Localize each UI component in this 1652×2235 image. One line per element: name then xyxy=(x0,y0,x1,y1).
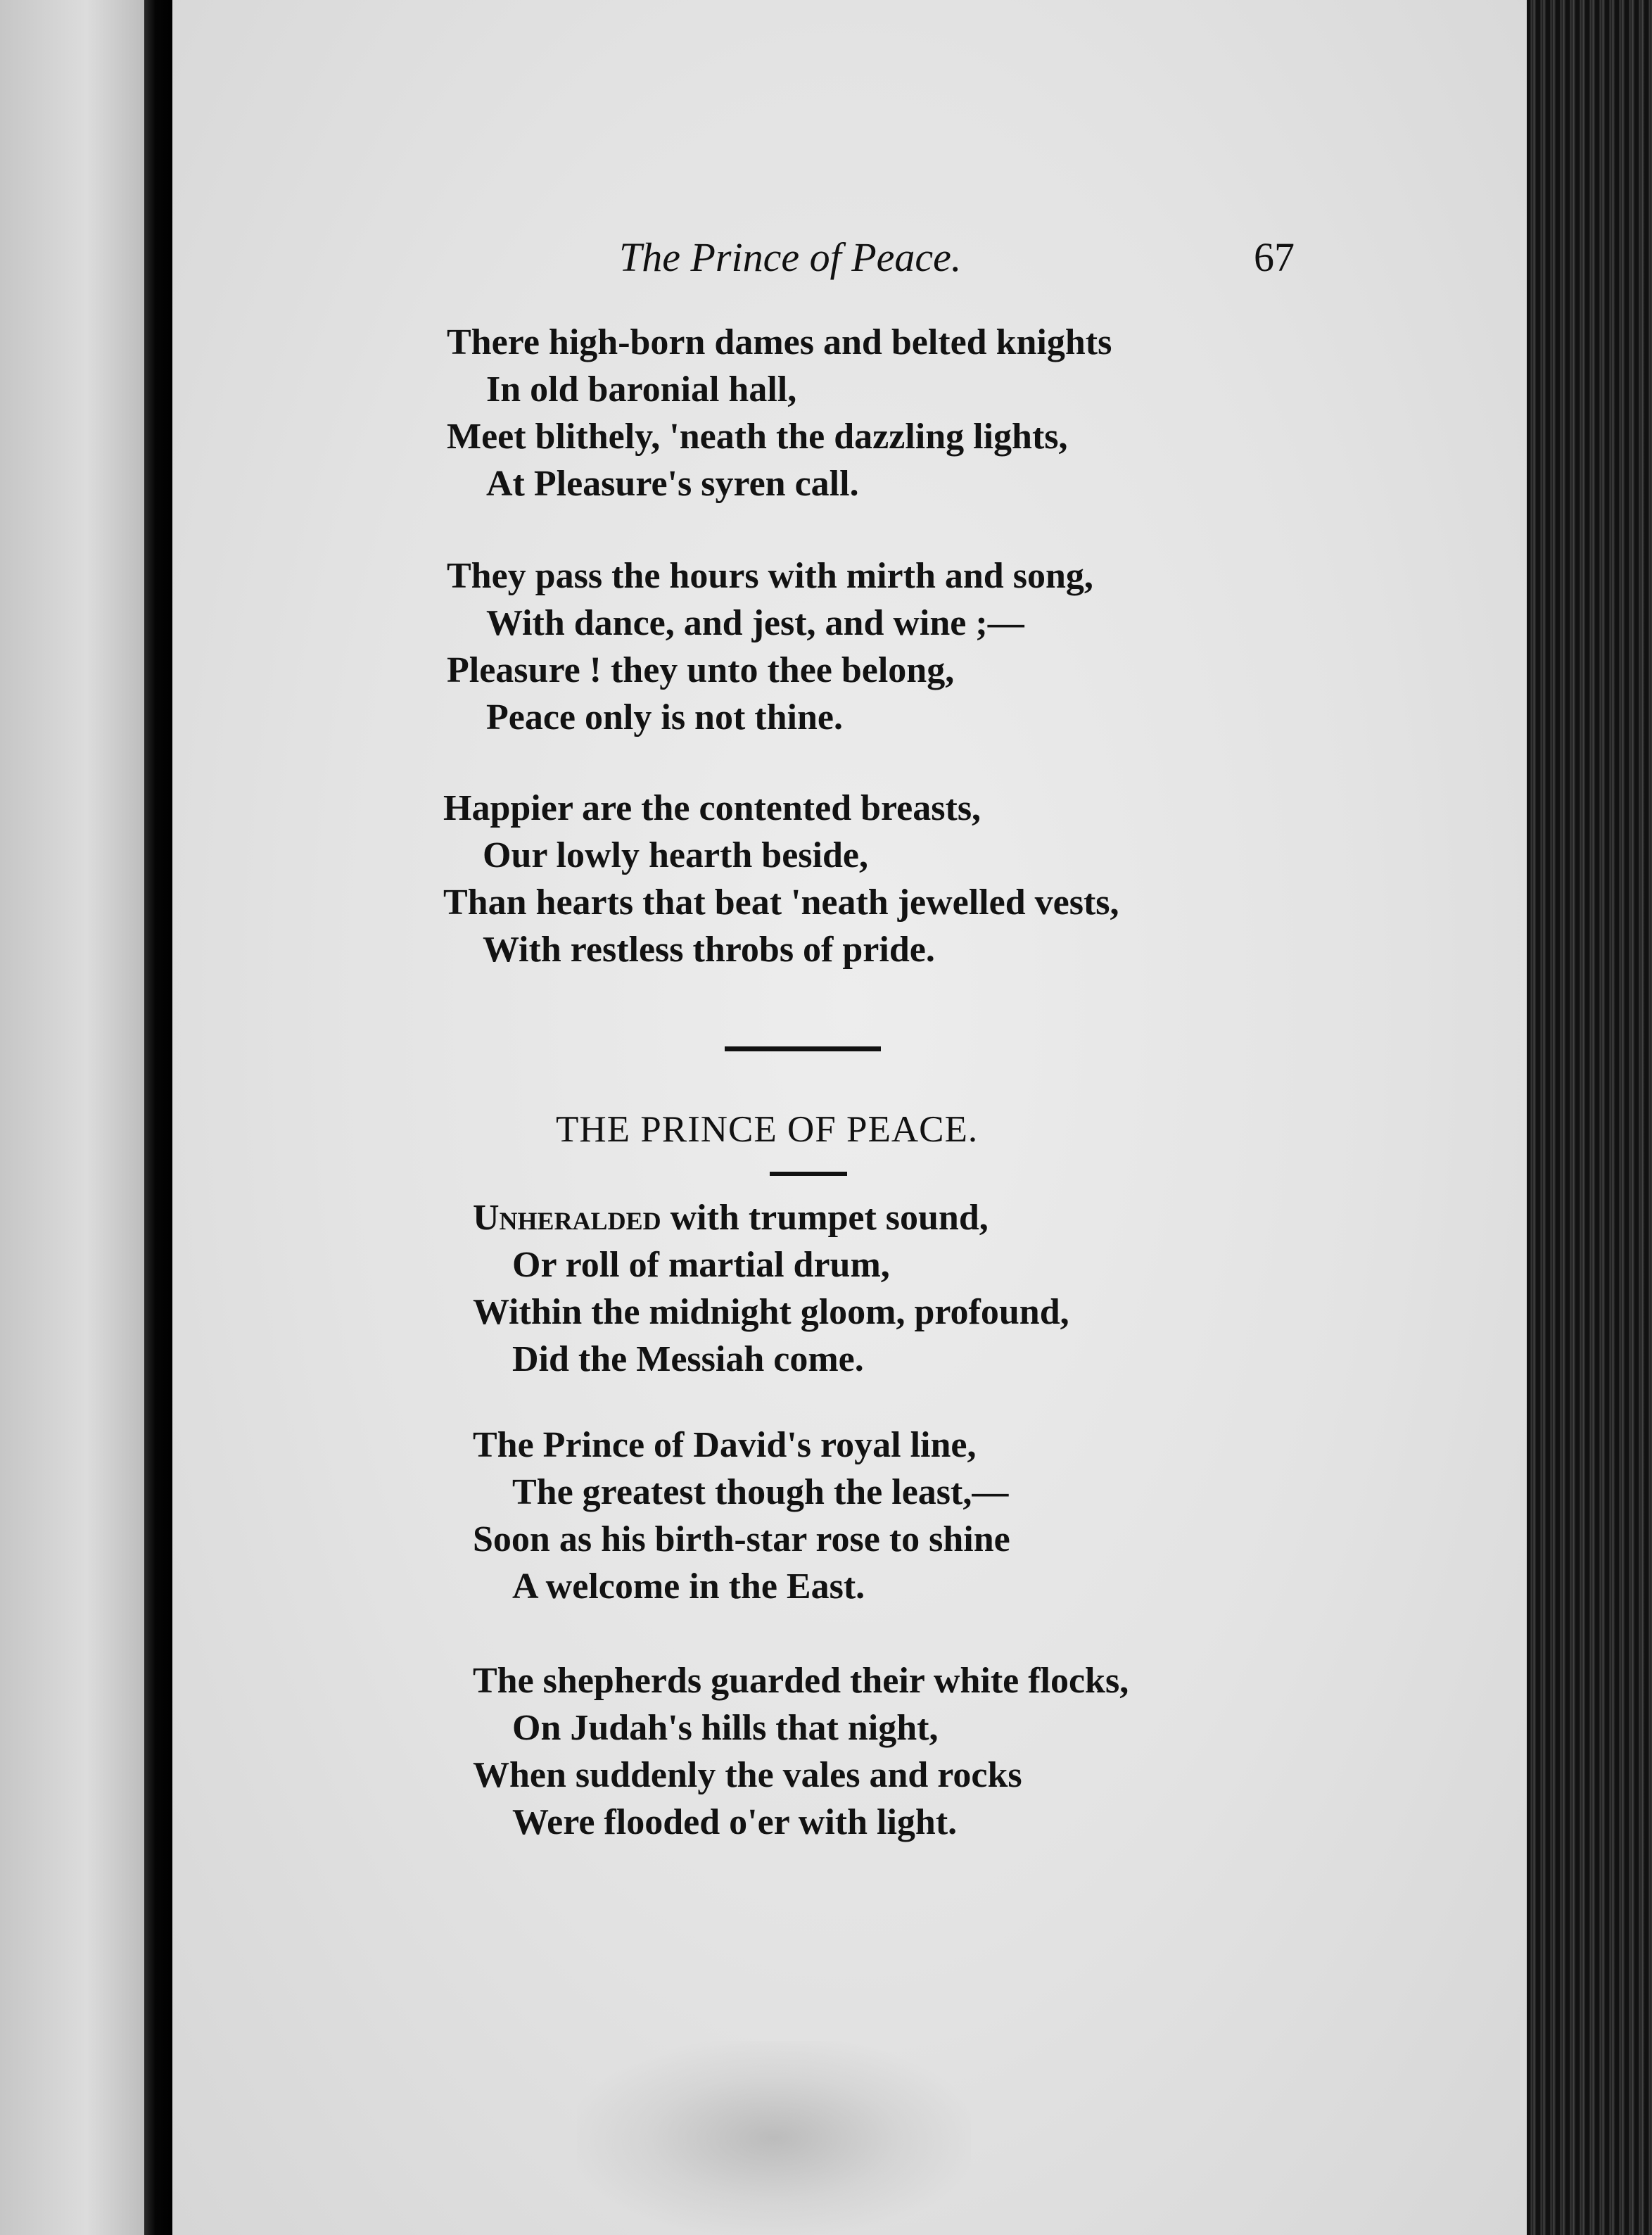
poem-1-stanza-3 xyxy=(443,785,1119,973)
poem-line: The shepherds guarded their white flocks, xyxy=(473,1661,1129,1701)
poem-line: Did the Messiah come. xyxy=(512,1339,864,1379)
poem-line: Our lowly hearth beside, xyxy=(483,835,868,875)
poem-1-stanza-1 xyxy=(447,319,1112,507)
poem-2-stanza-3 xyxy=(473,1657,1129,1846)
poem-line: In old baronial hall, xyxy=(486,369,797,410)
page-number: 67 xyxy=(1254,234,1295,280)
poem-line: Pleasure ! they unto thee belong, xyxy=(447,650,955,690)
poem-line: They pass the hours with mirth and song, xyxy=(447,556,1093,596)
poem-line: Happier are the contented breasts, xyxy=(443,788,981,828)
poem-line: Or roll of martial drum, xyxy=(512,1245,890,1285)
adjacent-page-edge xyxy=(0,0,144,2235)
poem-line: With dance, and jest, and wine ;— xyxy=(486,603,1024,643)
book-gutter xyxy=(144,0,172,2235)
poem-line: The greatest though the least,— xyxy=(512,1472,1009,1512)
poem-line: There high-born dames and belted knights xyxy=(447,322,1112,362)
poem-line: Peace only is not thine. xyxy=(486,697,843,737)
section-divider-rule xyxy=(725,1046,881,1051)
poem-line: Meet blithely, 'neath the dazzling lights, xyxy=(447,417,1068,457)
poem-line: Than hearts that beat 'neath jewelled vests, xyxy=(443,882,1119,923)
poem-line: Were flooded o'er with light. xyxy=(512,1802,958,1842)
page-block-edge xyxy=(1527,0,1652,2235)
running-title: The Prince of Peace. xyxy=(619,234,962,280)
drop-word: Unheralded xyxy=(473,1198,661,1238)
poem-1-stanza-2 xyxy=(447,552,1093,741)
poem-line: The Prince of David's royal line, xyxy=(473,1425,977,1465)
poem-line: A welcome in the East. xyxy=(512,1566,865,1607)
poem-line: At Pleasure's syren call. xyxy=(486,464,859,504)
poem-line: With restless throbs of pride. xyxy=(483,930,935,970)
poem-line: Soon as his birth-star rose to shine xyxy=(473,1519,1010,1559)
poem-line: On Judah's hills that night, xyxy=(512,1708,939,1748)
poem-line xyxy=(473,1194,1069,1241)
poem-2-stanza-1 xyxy=(473,1194,1069,1383)
poem-line: When suddenly the vales and rocks xyxy=(473,1755,1022,1795)
poem-line: Within the midnight gloom, profound, xyxy=(473,1292,1069,1332)
page-smudge xyxy=(577,2041,971,2235)
poem-line-rest: with trumpet sound, xyxy=(661,1198,989,1238)
poem-2-stanza-2 xyxy=(473,1422,1010,1610)
title-underline-rule xyxy=(770,1172,847,1176)
poem-2-title: THE PRINCE OF PEACE. xyxy=(556,1109,979,1150)
